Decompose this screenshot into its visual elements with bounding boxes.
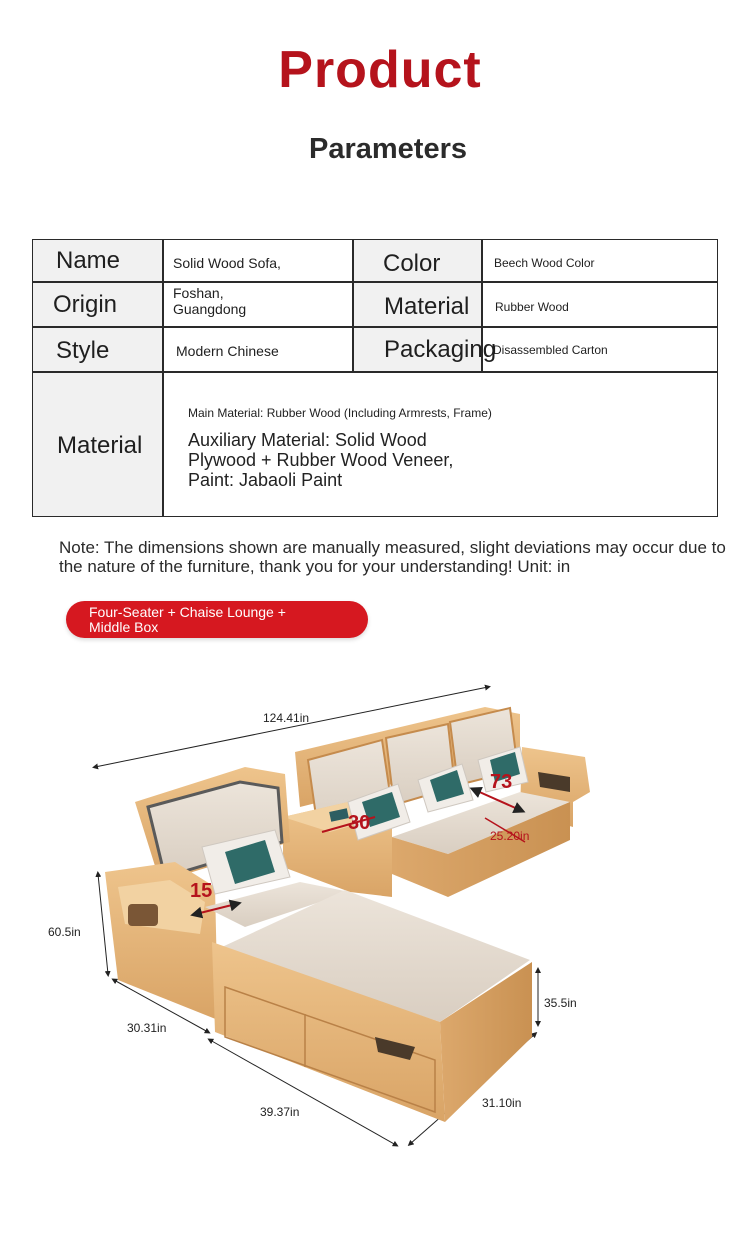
style-label: Style [56,337,110,364]
dim-chaise-length: 39.37in [260,1105,300,1119]
name-value: Solid Wood Sofa, [173,255,281,271]
page-subtitle: Parameters [309,133,467,165]
dim-height: 60.5in [48,925,81,939]
dim-seat-height: 35.5in [544,996,577,1010]
dim-chaise-width: 31.10in [482,1096,522,1110]
col-divider [162,240,164,516]
variant-label: Four-Seater + Chaise Lounge + Middle Box [89,604,286,635]
sofa-dimension-diagram [0,642,750,1242]
material-value: Rubber Wood [495,300,569,314]
color-label: Color [383,250,441,277]
col-divider [352,240,354,371]
measurement-note: Note: The dimensions shown are manually measured, slight deviations may occur due to the nature of the furniture, thank you for your understanding! Unit: in [59,538,726,576]
name-label: Name [56,247,121,274]
dim-seat-depth: 25.20in [490,829,530,843]
row-divider [33,326,717,328]
dim-line-height [98,874,108,974]
row-divider [33,281,717,283]
dim-total-length: 124.41in [263,711,310,725]
style-value: Modern Chinese [176,343,279,359]
material2-label: Material [57,432,143,459]
aux-material-text: Auxiliary Material: Solid Wood Plywood + Rubber Wood Veneer, Paint: Jabaoli Paint [188,430,454,490]
left-arm-slot [128,904,158,926]
page-title: Product [278,41,482,99]
badge-back: 73 [490,771,513,793]
color-value: Beech Wood Color [494,256,595,270]
badge-box: 30 [348,812,371,834]
packaging-value: Disassembled Carton [493,343,608,357]
packaging-label: Packaging [384,336,497,363]
parameter-table [32,239,718,517]
origin-value: Foshan, Guangdong [173,285,247,317]
origin-label: Origin [53,291,118,318]
variant-pill[interactable] [66,601,368,638]
material-label: Material [384,293,470,320]
main-material-text: Main Material: Rubber Wood (Including Armrests, Frame) [188,406,492,420]
badge-armrest: 15 [190,880,213,902]
row-divider [33,371,717,373]
dim-side-depth: 30.31in [127,1021,167,1035]
